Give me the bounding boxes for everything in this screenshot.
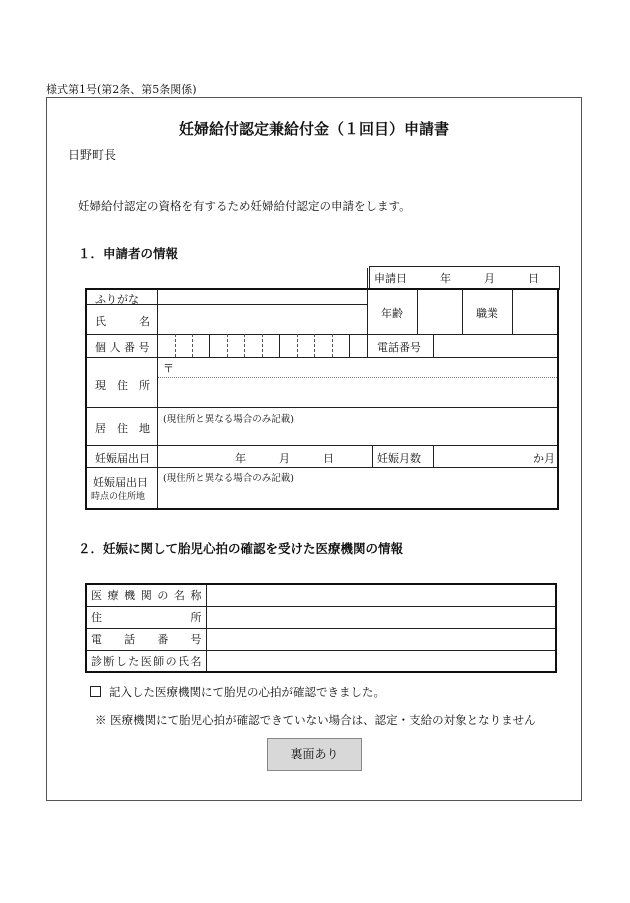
institution-address-input[interactable] <box>206 606 556 628</box>
personal-number-input[interactable] <box>159 335 365 357</box>
furigana-input[interactable] <box>159 290 365 304</box>
medical-institution-table <box>85 583 557 673</box>
personal-number-label: 個 人 番 号 <box>95 341 150 354</box>
heartbeat-checkbox[interactable] <box>90 686 101 697</box>
intro-text: 妊婦給付認定の資格を有するため妊婦給付認定の申請をします。 <box>78 199 411 213</box>
address-at-report-note: (現住所と異なる場合のみ記載) <box>163 473 294 484</box>
pregnancy-report-date-field[interactable]: 年 月 日 <box>235 452 334 465</box>
institution-name-input[interactable] <box>206 584 556 606</box>
pregnancy-report-date-label: 妊娠届出日 <box>95 452 150 465</box>
postal-mark: 〒 <box>163 362 174 375</box>
form-title: 妊婦給付認定兼給付金（１回目）申請書 <box>178 120 449 138</box>
months-unit: か月 <box>533 452 555 465</box>
heartbeat-confirmation <box>90 684 385 700</box>
phone-label: 電話番号 <box>377 341 421 354</box>
back-side-button[interactable]: 裏面あり <box>267 738 362 771</box>
applicant-table <box>85 288 559 510</box>
doctor-name-input[interactable] <box>206 650 556 672</box>
address-at-report-label-line2: 時点の住所地 <box>91 492 146 502</box>
name-input[interactable] <box>159 305 365 333</box>
pregnancy-months-label: 妊娠月数 <box>377 452 421 465</box>
residence-input[interactable] <box>159 408 557 444</box>
furigana-label: ふりがな <box>95 293 139 306</box>
addressee: 日野町長 <box>68 148 117 162</box>
age-input[interactable] <box>419 290 461 334</box>
institution-name-label: 医療機関の名称 <box>86 584 206 606</box>
eligibility-notice: ※ 医療機関にて胎児心拍が確認できていない場合は、認定・支給の対象となりません <box>95 713 536 727</box>
residence-note: (現住所と異なる場合のみ記載) <box>163 414 294 425</box>
institution-phone-label: 電話番号 <box>86 628 206 650</box>
current-address-input[interactable] <box>159 358 557 406</box>
section1-heading: １．申請者の情報 <box>78 246 179 261</box>
age-label: 年齢 <box>381 307 403 320</box>
form-number-label: 様式第1号(第2条、第5条関係) <box>46 83 197 96</box>
address-at-report-label-line1: 妊娠届出日 <box>93 476 148 489</box>
pregnancy-months-input[interactable] <box>435 446 531 467</box>
phone-input[interactable] <box>435 335 557 357</box>
doctor-name-label: 診断した医師の氏名 <box>86 650 206 672</box>
institution-phone-input[interactable] <box>206 628 556 650</box>
application-date-field[interactable]: 申請日 年 月 日 <box>370 267 560 290</box>
application-date-table <box>369 266 560 290</box>
occupation-label: 職業 <box>476 307 498 320</box>
occupation-input[interactable] <box>514 290 557 334</box>
section2-heading: ２．妊娠に関して胎児心拍の確認を受けた医療機関の情報 <box>78 541 404 556</box>
current-address-label: 現 住 所 <box>95 379 150 392</box>
institution-address-label: 住所 <box>86 606 206 628</box>
heartbeat-checkbox-label: 記入した医療機関にて胎児の心拍が確認できました。 <box>109 685 385 699</box>
address-at-report-input[interactable] <box>159 468 557 508</box>
name-label: 氏 名 <box>95 315 150 328</box>
residence-label: 居 住 地 <box>95 422 150 435</box>
